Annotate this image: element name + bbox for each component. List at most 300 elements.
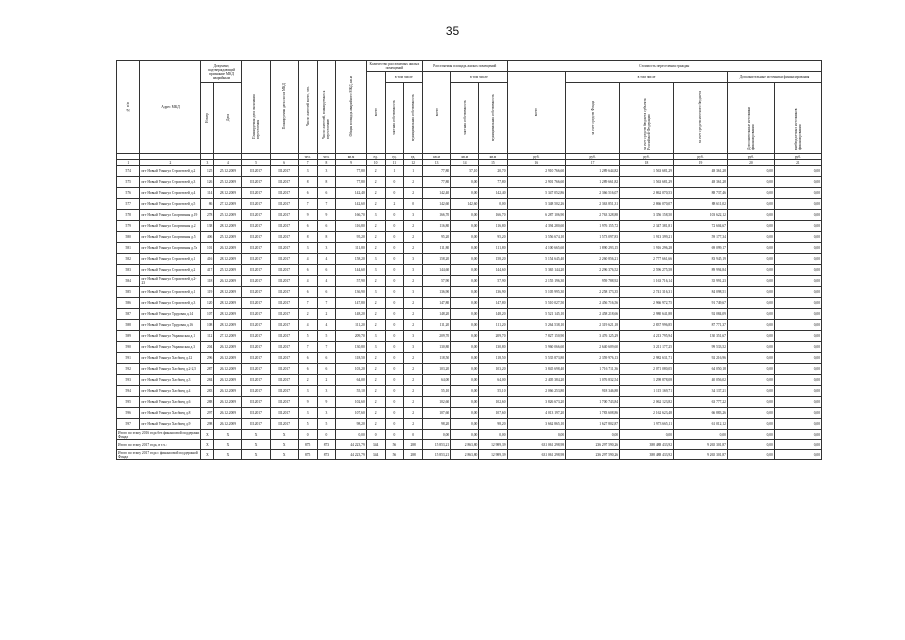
table-cell: X [270,440,298,450]
table-cell: 1 573 097,83 [566,232,620,243]
table-row [117,298,822,309]
table-cell: 0 [385,265,404,276]
table-cell: 0,00 [423,430,451,440]
table-cell: 148,20 [336,309,366,320]
table-cell: 15 853,21 [423,440,451,450]
table-cell: 55,10 [423,386,451,397]
table-cell: X [214,430,242,440]
table-cell: III.2017 [242,309,270,320]
totals-body [117,430,822,460]
table-cell: 0,00 [774,166,821,177]
address-cell: пгт Новый Уоянгул Строителей д.3 [140,177,201,188]
column-number-cell: 10 [366,160,385,166]
table-row [117,375,822,386]
table-cell: 57,90 [479,276,507,287]
address-cell: пгт Новый Уоянгул Украинская д.3 [140,342,201,353]
table-cell: 107 [201,309,214,320]
table-cell: 2 296 376,52 [566,265,620,276]
table-cell: 6 [317,353,336,364]
table-cell: 2 [366,221,385,232]
table-cell: 95,20 [479,232,507,243]
table-cell: 63 777,22 [674,397,728,408]
table-cell: 92 084,09 [674,309,728,320]
table-cell: 3 826 673,20 [507,397,566,408]
table-cell: 0,00 [727,265,774,276]
unit-cell: ед. [404,154,423,160]
table-cell: III.2017 [242,320,270,331]
table-cell: III.2017 [242,188,270,199]
table-cell: 92 216,96 [674,353,728,364]
table-cell: 0 [385,210,404,221]
table-cell: 0 [385,342,404,353]
table-cell: 344 [366,440,385,450]
unit-cell: ед. [385,154,404,160]
table-cell: 2 [404,221,423,232]
table-cell: 0,00 [727,309,774,320]
table-cell: 2 [404,397,423,408]
table-cell: 64 050,18 [674,364,728,375]
table-cell: 0,00 [451,287,479,298]
column-number-cell: 3 [201,160,214,166]
table-cell: 1 700 743,84 [566,397,620,408]
header-rooms-private: частная собственность [385,83,404,154]
table-cell: 574 [117,166,140,177]
table-cell: 144,60 [479,265,507,276]
table-cell: 3 845 698,40 [507,364,566,375]
table-cell: 0,00 [727,298,774,309]
table-cell: 0 [385,353,404,364]
header-rooms-municipal: муниципальная собственность [404,83,423,154]
table-cell: 0 [385,298,404,309]
table-cell: 388 488 433,92 [620,450,674,460]
table-cell: III.2017 [270,210,298,221]
table-cell: 3 [366,342,385,353]
table-cell: III.2017 [270,353,298,364]
table-cell: 0,00 [774,440,821,450]
table-cell: 148,20 [423,309,451,320]
table-cell: 9 [298,397,317,408]
table-cell: 95,20 [336,232,366,243]
column-number-cell: 11 [385,160,404,166]
table-cell: 103,20 [423,364,451,375]
table-cell: 20,70 [479,166,507,177]
table-cell: 0,00 [774,320,821,331]
table-cell: 1 913 399,21 [620,232,674,243]
table-body [117,166,822,430]
table-cell: 2 366 516,07 [566,188,620,199]
table-cell: 7 [317,342,336,353]
table-cell: 61 012,12 [674,419,728,430]
table-cell: 296 [201,353,214,364]
table-cell: 28.12.2009 [214,188,242,199]
address-cell: пгт Новый Уоянгул Хасбиец д.12 [140,353,201,364]
table-cell: 91 749,67 [674,298,728,309]
table-cell: 4 [298,320,317,331]
table-cell: 26.12.2009 [214,397,242,408]
table-cell: III.2017 [270,265,298,276]
table-cell: 2 [317,375,336,386]
unit-cell: ед. [366,154,385,160]
table-cell: 107,60 [479,408,507,419]
table-cell: 142,60 [336,199,366,210]
table-cell: 2 347 381,81 [620,221,674,232]
table-cell: 2 [404,364,423,375]
table-cell: 0,00 [507,430,566,440]
table-cell: 1 [404,166,423,177]
table-cell: 3 [317,166,336,177]
table-cell: 142,40 [336,188,366,199]
table-cell: 2 155 196,30 [507,276,566,287]
table-cell: 26.12.2009 [214,353,242,364]
column-number-cell: 13 [423,160,451,166]
address-cell: пгт Новый Уоянгул Трудовая д.14 [140,309,201,320]
table-cell: 98,20 [336,419,366,430]
table-cell: III.2017 [270,309,298,320]
table-cell: 144,60 [423,265,451,276]
header-residents-count: Число жителей всего, чел. [298,61,317,154]
table-cell: 147,80 [336,298,366,309]
table-cell: 2 [404,276,423,287]
header-doc-date: Дата [214,83,242,154]
table-cell: III.2017 [242,408,270,419]
table-cell: 101 [201,243,214,254]
table-cell: 142,40 [479,188,507,199]
table-cell: 0,00 [727,364,774,375]
header-doc-group: Документ, подтверждающий признание МКД аварийным [201,61,242,83]
column-number-cell: 1 [117,160,140,166]
table-cell: III.2017 [242,210,270,221]
table-cell: 77,80 [479,177,507,188]
table-cell: 116,80 [423,221,451,232]
table-cell: X [201,450,214,460]
table-cell: III.2017 [270,199,298,210]
table-cell: III.2017 [242,199,270,210]
table-cell: 0,00 [727,353,774,364]
table-cell: 0 [385,419,404,430]
table-cell: 576 [117,188,140,199]
table-cell: 2 456 716,56 [566,298,620,309]
table-cell: III.2017 [242,243,270,254]
table-cell: 2 [404,188,423,199]
table-cell: III.2017 [270,397,298,408]
table-cell: 0,00 [727,397,774,408]
table-cell: 6 [298,221,317,232]
address-cell: пгт Новый Уоянгул Строителей д.2-23 [140,276,201,287]
unit-cell: чел. [317,154,336,160]
table-cell: 0,00 [727,331,774,342]
table-cell: III.2017 [242,265,270,276]
table-cell: 8 [317,177,336,188]
table-cell: 35 991,23 [674,276,728,287]
table-cell: 0,00 [727,440,774,450]
table-cell: 6 [298,353,317,364]
table-cell: 1 627 802,87 [566,419,620,430]
table-cell: 0 [404,430,423,440]
table-cell: 2 901 766,60 [507,177,566,188]
resettlement-table [116,60,822,460]
table-cell: 3 356 158,50 [620,210,674,221]
table-cell: 4 213 795,94 [620,331,674,342]
table-cell: 119 [201,287,214,298]
table-cell: 0,00 [727,287,774,298]
table-cell: 130,80 [479,342,507,353]
table-cell: 5 365 144,20 [507,265,566,276]
table-cell: 7 [317,298,336,309]
table-row [117,419,822,430]
table-cell: 98,20 [423,419,451,430]
table-cell: 6 [317,287,336,298]
table-cell: 166,70 [336,210,366,221]
table-cell: 158,20 [336,254,366,265]
table-cell: 44 223,79 [336,440,366,450]
table-cell: 103,20 [479,364,507,375]
table-cell: 584 [117,276,140,287]
header-rooms-incl: в том числе [385,72,423,83]
table-cell: 581 [117,243,140,254]
table-cell: 2 [366,419,385,430]
table-cell: 3 [298,243,317,254]
table-cell: 4 [317,320,336,331]
table-cell: 25.12.2009 [214,210,242,221]
table-cell: 592 [117,364,140,375]
unit-cell: кв.м [451,154,479,160]
table-cell: 1 916 296,28 [620,243,674,254]
table-row [117,254,822,265]
table-cell: 28.12.2009 [214,320,242,331]
table-cell: X [270,430,298,440]
table-cell: 25.12.2009 [214,177,242,188]
table-cell: 77,80 [423,177,451,188]
table-cell: 3 [404,265,423,276]
table-cell: 416 [201,254,214,265]
table-cell: 126 [201,177,214,188]
table-cell: III.2017 [270,243,298,254]
table-cell: III.2017 [270,188,298,199]
table-cell: 6 [298,364,317,375]
table-cell: III.2017 [270,364,298,375]
address-cell: пгт Новый Уоянгул Спортивная д.19 [140,210,201,221]
table-cell: 417 [201,265,214,276]
table-cell: 102,60 [336,397,366,408]
table-cell: 0,00 [774,265,821,276]
table-cell: 0,00 [336,430,366,440]
table-cell: 2 837 996,85 [620,320,674,331]
header-planned-demolish: Планируемая дата сноса МКД [270,61,298,154]
table-row [117,408,822,419]
header-area-municipal: муниципальная собственность [479,83,507,154]
table-cell: 112 [201,331,214,342]
table-cell: 166,70 [479,210,507,221]
total-row [117,450,822,460]
table-cell: 2 [366,375,385,386]
table-cell: 7 827 150,90 [507,331,566,342]
table-cell: 4 100 665,60 [507,243,566,254]
table-cell: 5 264 538,10 [507,320,566,331]
table-cell: 2 [298,375,317,386]
header-doc-number: Номер [201,83,214,154]
table-cell: 2 [366,408,385,419]
table-cell: 0 [385,386,404,397]
table-cell: 0,00 [451,342,479,353]
table-cell: III.2017 [270,419,298,430]
table-cell: 57,10 [451,166,479,177]
table-cell: III.2017 [270,221,298,232]
table-cell: 585 [117,287,140,298]
table-cell: 111,20 [423,320,451,331]
table-cell: 0,00 [774,199,821,210]
table-cell: 8 [317,232,336,243]
table-cell: 0,00 [774,254,821,265]
table-cell: 1 716 711,36 [566,364,620,375]
table-cell: III.2017 [270,276,298,287]
address-cell: пгт Новый Уоянгул Спортивная д.2 [140,221,201,232]
table-cell: 8 [298,232,317,243]
table-cell: III.2017 [242,397,270,408]
table-cell: 28.12.2009 [214,309,242,320]
table-cell: 0,00 [451,419,479,430]
table-cell: 5 [317,331,336,342]
table-cell: 72 604,67 [674,221,728,232]
table-cell: 288 [404,450,423,460]
table-cell: 1 076 832,54 [566,375,620,386]
address-cell: пгт Новый Уоянгул Строителей д.1 [140,254,201,265]
header-cost-extra: Дополнительные источники финансирования [727,72,821,83]
table-cell: 1 298 878,08 [620,375,674,386]
table-cell: 77,80 [336,166,366,177]
table-cell: 2 910 766,60 [507,166,566,177]
table-cell: 2 [366,309,385,320]
table-row [117,386,822,397]
table-cell: 0,00 [451,298,479,309]
table-cell: 578 [117,210,140,221]
table-cell: 26.12.2009 [214,364,242,375]
table-cell: III.2017 [270,375,298,386]
table-cell: III.2017 [242,298,270,309]
table-cell: 0 [385,232,404,243]
table-cell: III.2017 [242,364,270,375]
table-cell: 583 [117,265,140,276]
table-cell: 875 [298,440,317,450]
table-cell: 1 [385,166,404,177]
table-cell: 34 137,21 [674,386,728,397]
header-cost-subject: за счет средств бюджета субъекта Российской Федерации [620,83,674,154]
table-cell: 2 763 328,88 [566,210,620,221]
table-cell: 7 [298,342,317,353]
table-cell: 959 788,92 [566,276,620,287]
table-cell: 2 [404,386,423,397]
table-cell: 0,00 [451,430,479,440]
table-cell: 2 [404,408,423,419]
table-cell: 1 890 293,15 [566,243,620,254]
table-cell: 77,80 [423,166,451,177]
table-cell: 1 563 681,29 [620,166,674,177]
table-cell: 6 [317,188,336,199]
table-cell: 0 [385,276,404,287]
table-cell: 586 [117,298,140,309]
table-cell: 2 [366,166,385,177]
table-cell: X [201,440,214,450]
unit-cell: кв.м [479,154,507,160]
table-cell: 111,20 [479,320,507,331]
address-cell: пгт Новый Уоянгул Строителей д.4 [140,188,201,199]
table-cell: 103 622,12 [674,210,728,221]
table-cell: 0,00 [451,320,479,331]
table-cell: 5 521 145,10 [507,309,566,320]
table-cell: 144,60 [336,265,366,276]
total-row [117,430,822,440]
table-cell: 120 [201,298,214,309]
table-cell: 5 105 995,30 [507,287,566,298]
table-cell: 5 535 873,80 [507,353,566,364]
table-row [117,353,822,364]
table-cell: 4 [298,254,317,265]
unit-cell: руб. [620,154,674,160]
table-cell: 5 [298,331,317,342]
table-cell: 579 [117,221,140,232]
table-cell: 0,00 [451,177,479,188]
table-cell: III.2017 [270,177,298,188]
column-number-cell: 2 [140,160,201,166]
table-cell: 6 287 106,90 [507,210,566,221]
table-cell: 0,00 [451,232,479,243]
header-rooms-total: всего [366,72,385,154]
table-row [117,276,822,287]
table-cell: 575 [117,177,140,188]
table-cell: III.2017 [270,386,298,397]
table-cell: 0 [385,397,404,408]
table-cell: 1 115 169,71 [620,386,674,397]
table-cell: 0,00 [451,221,479,232]
table-cell: 0 [298,430,317,440]
table-cell: 2 [366,364,385,375]
table-cell: 27.12.2009 [214,331,242,342]
table-cell: 3 [404,331,423,342]
column-number-cell: 9 [336,160,366,166]
table-cell: III.2017 [242,287,270,298]
table-cell: 0,00 [727,243,774,254]
table-cell: 26.12.2009 [214,419,242,430]
table-cell: 2 [366,386,385,397]
total-label: Итого по этапу 2016 года без финансовой поддержки Фонда [118,430,200,439]
unit-cell: кв.м [336,154,366,160]
table-cell: III.2017 [242,232,270,243]
table-cell: 3 [366,210,385,221]
unit-cell: руб. [507,154,566,160]
unit-cell: кв.м [423,154,451,160]
table-cell: 28.12.2009 [214,298,242,309]
table-cell: 28.12.2009 [214,221,242,232]
table-cell: 2 363 851,31 [566,199,620,210]
table-cell: 2 359 976,13 [566,353,620,364]
table-cell: 3 [317,243,336,254]
table-cell: 3 556 674,10 [507,232,566,243]
table-cell: 4 013 197,20 [507,408,566,419]
table-cell: 5 348 502,26 [507,199,566,210]
table-cell: 204 [201,342,214,353]
table-cell: 0,00 [479,199,507,210]
table-cell: 0,00 [451,243,479,254]
table-cell: III.2017 [242,419,270,430]
unit-cell: руб. [566,154,620,160]
table-cell: 28.12.2009 [214,287,242,298]
table-cell: 0,00 [727,419,774,430]
table-cell: 1 976 155,72 [566,221,620,232]
table-cell: X [242,430,270,440]
table-cell: III.2017 [270,232,298,243]
table-cell: 590 [117,342,140,353]
table-cell: 0,00 [451,254,479,265]
table-cell: 0,00 [774,232,821,243]
